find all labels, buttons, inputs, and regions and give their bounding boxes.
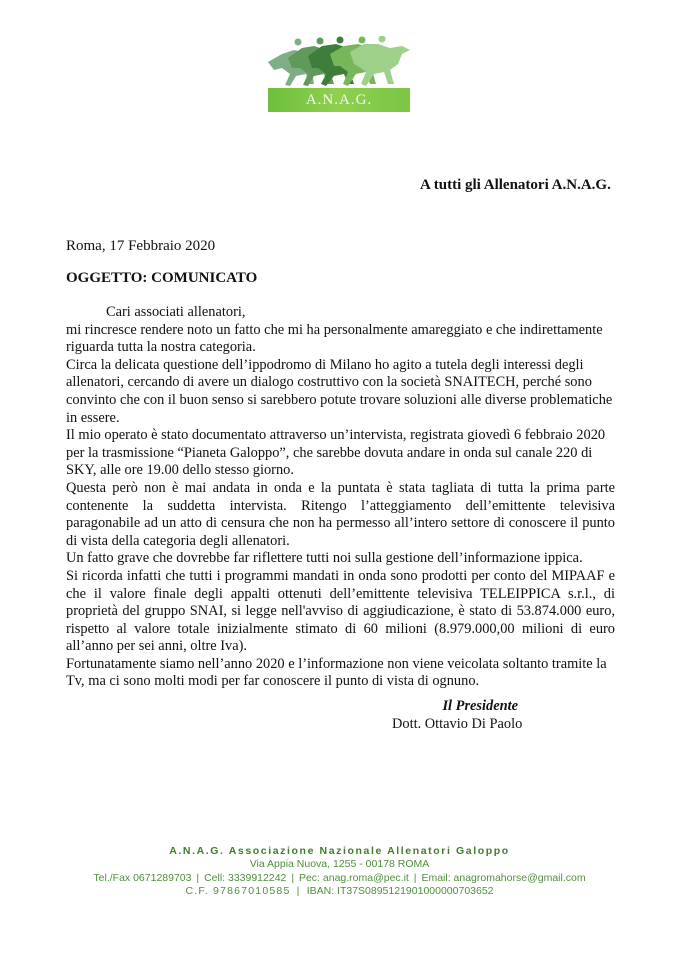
- separator: |: [296, 885, 301, 897]
- letterhead-footer: [0, 844, 679, 899]
- footer-org-name: A.N.A.G. Associazione Nazionale Allenatori Galoppo: [169, 845, 510, 857]
- paragraph: Fortunatamente siamo nell’anno 2020 e l’informazione non viene veicolata soltanto tramite la Tv, ma ci sono molti modi per far conoscere il punto di vista di ognuno.: [66, 655, 607, 690]
- footer-cf: C.F. 97867010585: [185, 885, 291, 897]
- footer-email[interactable]: Email: anagromahorse@gmail.com: [421, 871, 586, 884]
- paragraph: Un fatto grave che dovrebbe far riflettere tutti noi sulla gestione dell’informazione ippica.: [66, 550, 583, 567]
- paragraph: Si ricorda infatti che tutti i programmi mandati in onda sono prodotti per conto del MIPAAF e che il valore finale degli appalti ottenuti dell’emittente televisiva TELEIPPICA s.r.l., di proprietà del gruppo SNAI, si legge nell'avviso di aggiudicazione, è stato di 53.874.000 euro, rispetto al valore totale inizialmente stimato di 60 milioni (8.979.000,00 milioni di euro all’anno per sei anni, oltre Iva).: [66, 567, 615, 655]
- letter-date: Roma, 17 Febbraio 2020: [66, 238, 216, 254]
- logo-band: [268, 88, 410, 112]
- footer-tax-info: [0, 885, 679, 899]
- paragraph: mi rincresce rendere noto un fatto che mi ha personalmente amareggiato e che indirettamente riguarda tutta la nostra categoria.: [66, 321, 603, 356]
- galloping-horses-icon: [264, 36, 414, 88]
- paragraph: Il mio operato è stato documentato attraverso un’intervista, registrata giovedì 6 febbraio 2020 per la trasmissione “Pianeta Galoppo”, che sarebbe dovuta andare in onda sul canale 220 di SKY, alle ore 19.00 dello stesso giorno.: [66, 427, 606, 479]
- recipient-line: A tutti gli Allenatori A.N.A.G.: [420, 177, 611, 193]
- signature-name: Dott. Ottavio Di Paolo: [392, 716, 523, 732]
- footer-phone: Tel./Fax 0671289703: [93, 871, 192, 884]
- letter-subject: OGGETTO: COMUNICATO: [66, 270, 258, 286]
- footer-cell: Cell: 3339912242: [204, 871, 287, 884]
- paragraph: Questa però non è mai andata in onda e la puntata è stata tagliata di tutta la prima parte contenente la suddetta intervista. Ritengo l’atteggiamento dell’emittente televisiva paragonabile ad un atto di censura che non ha permesso all’intero settore di conoscere il punto di vista della categoria degli allenatori.: [66, 479, 615, 549]
- signature-title: Il Presidente: [442, 698, 518, 714]
- anag-logo: [264, 36, 414, 114]
- salutation: Cari associati allenatori,: [106, 304, 246, 320]
- logo-text: A.N.A.G.: [305, 91, 373, 108]
- separator: |: [413, 871, 417, 884]
- footer-address: Via Appia Nuova, 1255 - 00178 ROMA: [249, 858, 430, 870]
- separator: |: [196, 871, 200, 884]
- footer-contacts: [0, 872, 679, 886]
- letter-body: [66, 304, 615, 691]
- signature-block: [392, 697, 522, 733]
- footer-pec[interactable]: Pec: anag.roma@pec.it: [298, 871, 409, 884]
- paragraph: Circa la delicata questione dell’ippodromo di Milano ho agito a tutela degli interessi degli allenatori, cercando di avere un dialogo costruttivo con la società SNAITECH, perché sono convinto che con il buon senso si sarebbero potute trovare soluzioni alle diverse problematiche in essere.: [66, 356, 613, 426]
- separator: |: [291, 871, 295, 884]
- footer-iban: IBAN: IT37S0895121901000000703652: [306, 885, 494, 897]
